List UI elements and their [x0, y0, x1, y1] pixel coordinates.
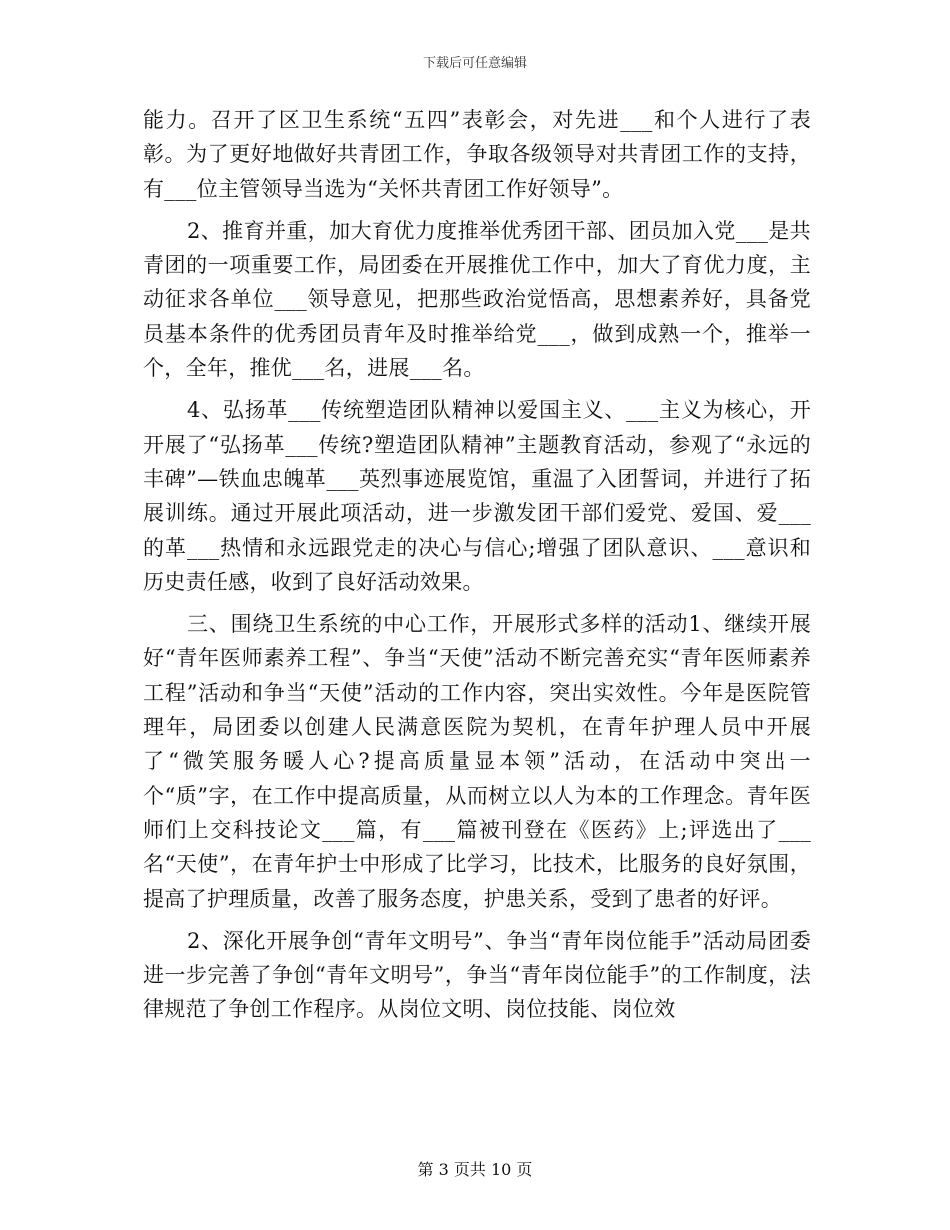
page-header: 下载后可任意编辑 — [422, 56, 527, 71]
document-body — [143, 103, 811, 1035]
page-number: 第 3 页共 10 页 — [417, 1160, 533, 1179]
paragraph-item-2-recommend: 2、推育并重，加大育优力度推举优秀团干部、团员加入党___是共青团的一项重要工作，局团委在开展推优工作中，加大了育优力度，主动征求各单位___领导意见，把那些政治觉悟高，思想素养好，具备党员基本条件的优秀团员青年及时推举给党___，做到成熟一个，推举一个，全年，推优___名，进展___名。 — [143, 218, 811, 381]
paragraph-continuation: 能力。召开了区卫生系统“五四”表彰会，对先进___和个人进行了表彰。为了更好地做好共青团工作，争取各级领导对共青团工作的支持，有___位主管领导当选为“关怀共青团工作好领导”。 — [143, 108, 811, 201]
paragraph-item-4-tradition: 4、弘扬革___传统塑造团队精神以爱国主义、___主义为核心，开开展了“弘扬革___传统?塑造团队精神”主题教育活动，参观了“永远的丰碑”—铁血忠魄革___英烈事迹展览馆，重温了入团誓词，并进行了拓展训练。通过开展此项活动，进一步激发团干部们爱党、爱国、爱___的革___热情和永远跟党走的决心与信心;增强了团队意识、___意识和历史责任感，收到了良好活动效果。 — [143, 398, 811, 594]
paragraph-section-3-activities: 三、围绕卫生系统的中心工作，开展形式多样的活动1、继续开展好“青年医师素养工程”、争当“天使”活动不断完善充实“青年医师素养工程”活动和争当“天使”活动的工作内容，突出实效性。今年是医院管理年，局团委以创建人民满意医院为契机，在青年护理人员中开展了“微笑服务暖人心?提高质量显本领”活动，在活动中突出一个“质”字，在工作中提高质量，从而树立以人为本的工作理念。青年医师们上交科技论文___篇，有___篇被刊登在《医药》上;评选出了___名“天使”，在青年护士中形成了比学习，比技术，比服务的良好氛围，提高了护理质量，改善了服务态度，护患关系，受到了患者的好评。 — [143, 612, 811, 911]
paragraph-item-2-civilization: 2、深化开展争创“青年文明号”、争当“青年岗位能手”活动局团委进一步完善了争创“青年文明号”，争当“青年岗位能手”的工作制度，法律规范了争创工作程序。从岗位文明、岗位技能、岗位效 — [143, 928, 811, 1022]
